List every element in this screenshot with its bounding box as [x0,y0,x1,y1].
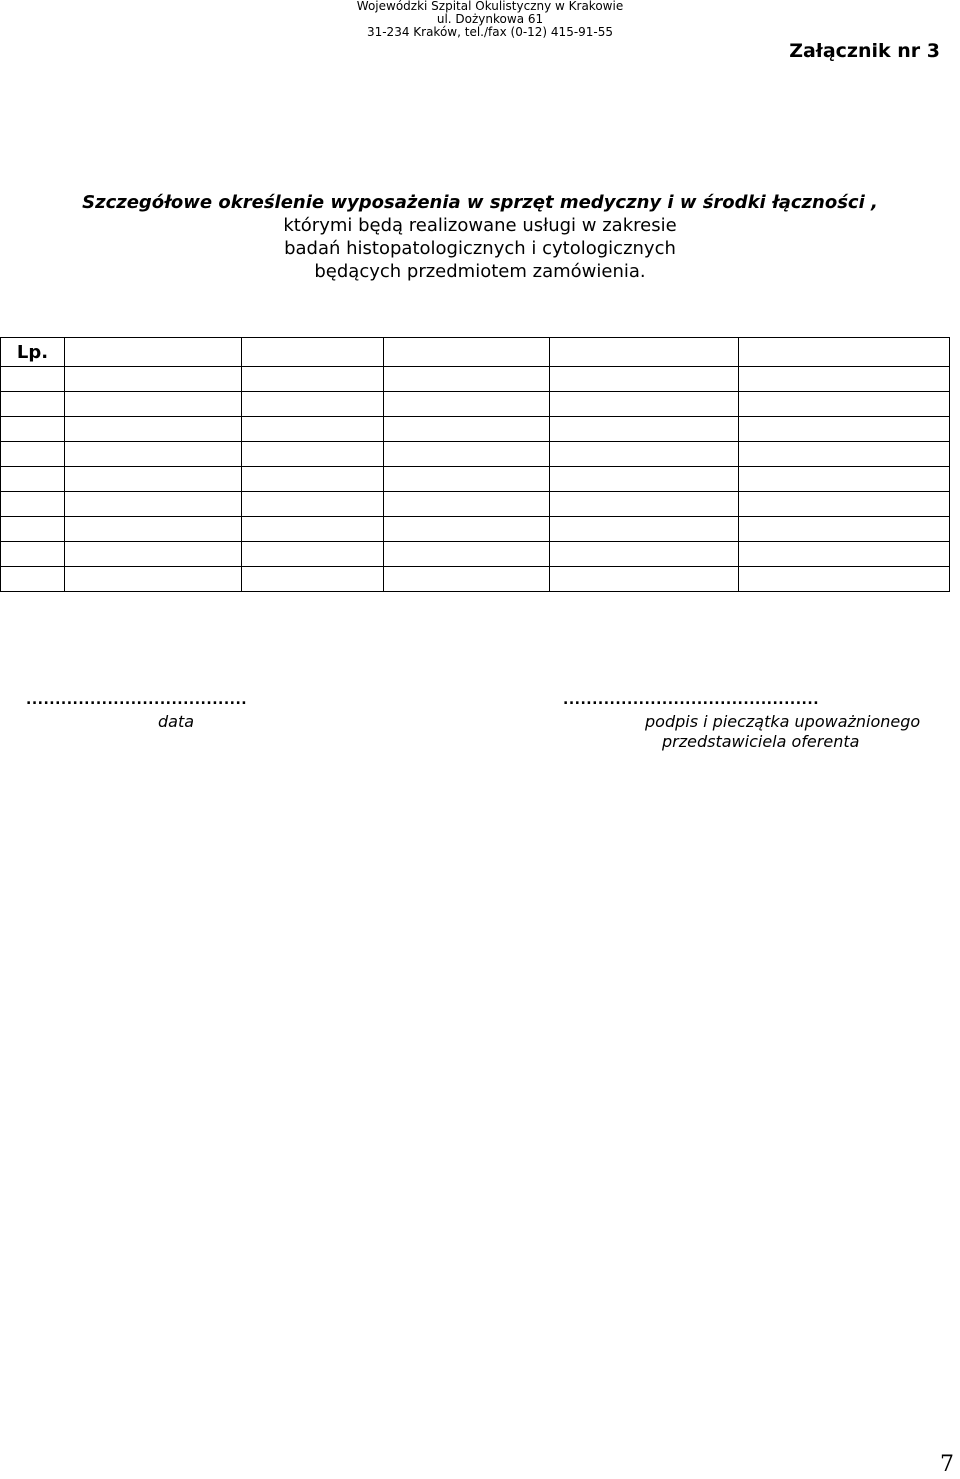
table-header-cell [242,338,384,367]
signature-label-line-2: przedstawiciela oferenta [662,732,860,751]
table-header-lp: Lp. [1,338,65,367]
table-cell [739,417,950,442]
date-dotted-line: ...................................... [26,692,248,708]
table-row [1,567,950,592]
table-cell [384,567,550,592]
table-cell [65,492,242,517]
hospital-name: Wojewódzki Szpital Okulistyczny w Krakowie [356,0,624,13]
table-cell [65,417,242,442]
table-cell [384,517,550,542]
hospital-header [340,0,640,39]
table-row [1,492,950,517]
table-header-cell [384,338,550,367]
table-cell [384,467,550,492]
table-header-cell [65,338,242,367]
table-row [1,442,950,467]
table-cell [384,542,550,567]
table-cell [242,567,384,592]
table-cell [1,492,65,517]
table-cell [550,442,739,467]
table-cell [1,392,65,417]
table-cell [384,492,550,517]
table-cell [384,442,550,467]
table-cell [739,467,950,492]
table-cell [550,417,739,442]
title-line-4: będących przedmiotem zamówienia. [314,261,646,282]
table-cell [242,367,384,392]
hospital-street: ul. Dożynkowa 61 [436,12,544,26]
table-cell [242,467,384,492]
table-cell [550,567,739,592]
table-cell [1,517,65,542]
table-row [1,542,950,567]
table-cell [384,392,550,417]
table-cell [242,442,384,467]
table-header-cell [550,338,739,367]
table-cell [384,367,550,392]
table-cell [1,417,65,442]
title-line-2: którymi będą realizowane usługi w zakresie [283,215,677,236]
table-cell [550,517,739,542]
page-number: 7 [940,1452,954,1477]
table-cell [242,492,384,517]
date-label: data [158,712,195,731]
table-cell [242,417,384,442]
table-row [1,417,950,442]
table-cell [550,492,739,517]
table-cell [65,517,242,542]
table-cell [550,542,739,567]
table-row [1,467,950,492]
table-cell [65,392,242,417]
title-line-3: badań histopatologicznych i cytologicznych [284,238,676,259]
table-row [1,367,950,392]
table-header-row [1,338,950,367]
table-cell [739,442,950,467]
annex-label: Załącznik nr 3 [789,40,940,62]
table-cell [242,542,384,567]
table-cell [65,367,242,392]
table-cell [1,542,65,567]
table-cell [1,467,65,492]
table-cell [384,417,550,442]
table-cell [739,567,950,592]
hospital-contact: 31-234 Kraków, tel./fax (0-12) 415-91-55 [366,25,614,39]
title-line-1: Szczegółowe określenie wyposażenia w sprzęt medyczny i w środki łączności , [82,192,878,213]
table-cell [739,392,950,417]
signature-dotted-line: ............................................ [563,692,820,708]
table-cell [739,517,950,542]
table-cell [550,392,739,417]
table-row [1,517,950,542]
table-cell [65,542,242,567]
table-cell [242,517,384,542]
document-title [40,191,920,283]
table-cell [1,567,65,592]
table-row [1,392,950,417]
table-cell [242,392,384,417]
table-cell [739,542,950,567]
signature-label-line-1: podpis i pieczątka upoważnionego [645,712,921,731]
table-cell [550,467,739,492]
table-cell [739,492,950,517]
table-cell [65,442,242,467]
table-cell [550,367,739,392]
equipment-table [0,337,950,592]
table-cell [739,367,950,392]
table-cell [65,567,242,592]
table-cell [1,442,65,467]
table-cell [1,367,65,392]
table-header-cell [739,338,950,367]
table-cell [65,467,242,492]
